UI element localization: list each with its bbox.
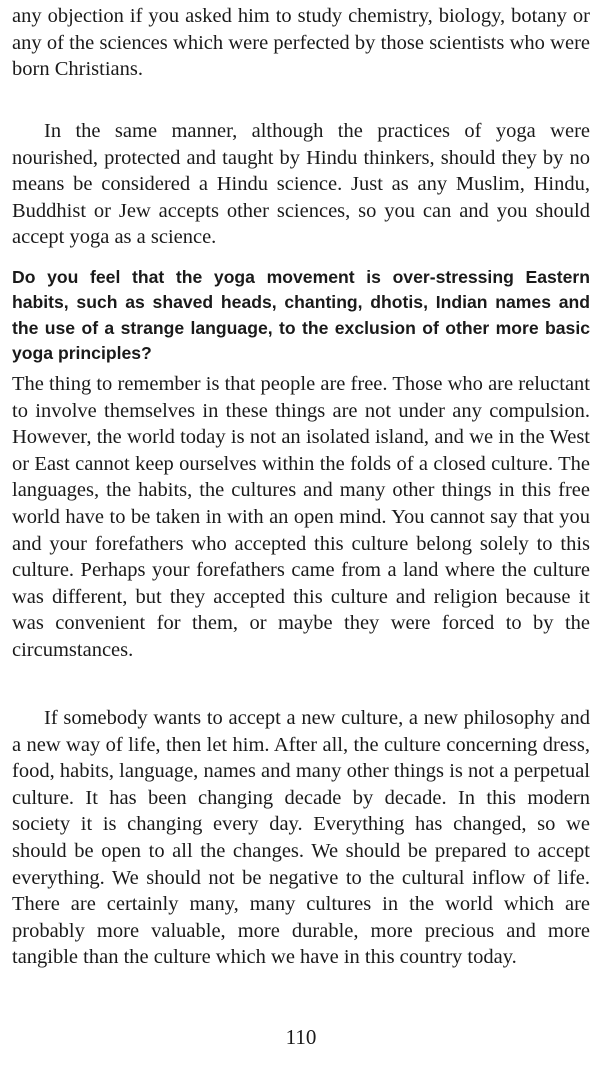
answer-paragraph-new-culture: If somebody wants to accept a new culture, a new philosophy and a new way of life, then let him. After all, the culture concerning dress, food, habits, language, names and many other things is not a perpetual culture. It has been changing decade by decade. In this modern society it is changing every day. Everything has changed, so we should be open to all the changes. We should be prepared to accept everything. We should not be negative to the cultural inflow of life. There are certainly many, many cultures in the world which are probably more valuable, more durable, more precious and more tangible than the culture which we have in this country today. bbox=[12, 707, 590, 969]
page-number: 110 bbox=[285, 1025, 317, 1049]
book-page bbox=[12, 0, 590, 1073]
paragraph-yoga-science: In the same manner, although the practices of yoga were nourished, protected and taught by Hindu thinkers, should they by no means be considered a Hindu science. Just as any Muslim, Hindu, Buddhist or Jew accepts other sciences, so you can and you should accept yoga as a science. bbox=[12, 120, 590, 249]
paragraph-continuation: any objection if you asked him to study chemistry, biology, botany or any of the sciences which were perfected by those scientists who were born Christians. bbox=[12, 5, 590, 81]
question-heading: Do you feel that the yoga movement is over-stressing Eastern habits, such as shaved heads, chanting, dhotis, Indian names and the use of a strange language, to the exclusion of other more basic yoga principles? bbox=[12, 267, 590, 363]
answer-paragraph-freedom: The thing to remember is that people are free. Those who are reluctant to involve themselves in these things are not under any compulsion. However, the world today is not an isolated island, and we in the West or East cannot keep ourselves within the folds of a closed culture. The languages, the habits, the cultures and many other things in this free world have to be taken in with an open mind. You cannot say that you and your forefathers who accepted this culture belong solely to this culture. Perhaps your forefathers came from a land where the culture was different, but they accepted this culture and religion because it was convenient for them, or maybe they were forced to by the circumstances. bbox=[12, 373, 590, 661]
